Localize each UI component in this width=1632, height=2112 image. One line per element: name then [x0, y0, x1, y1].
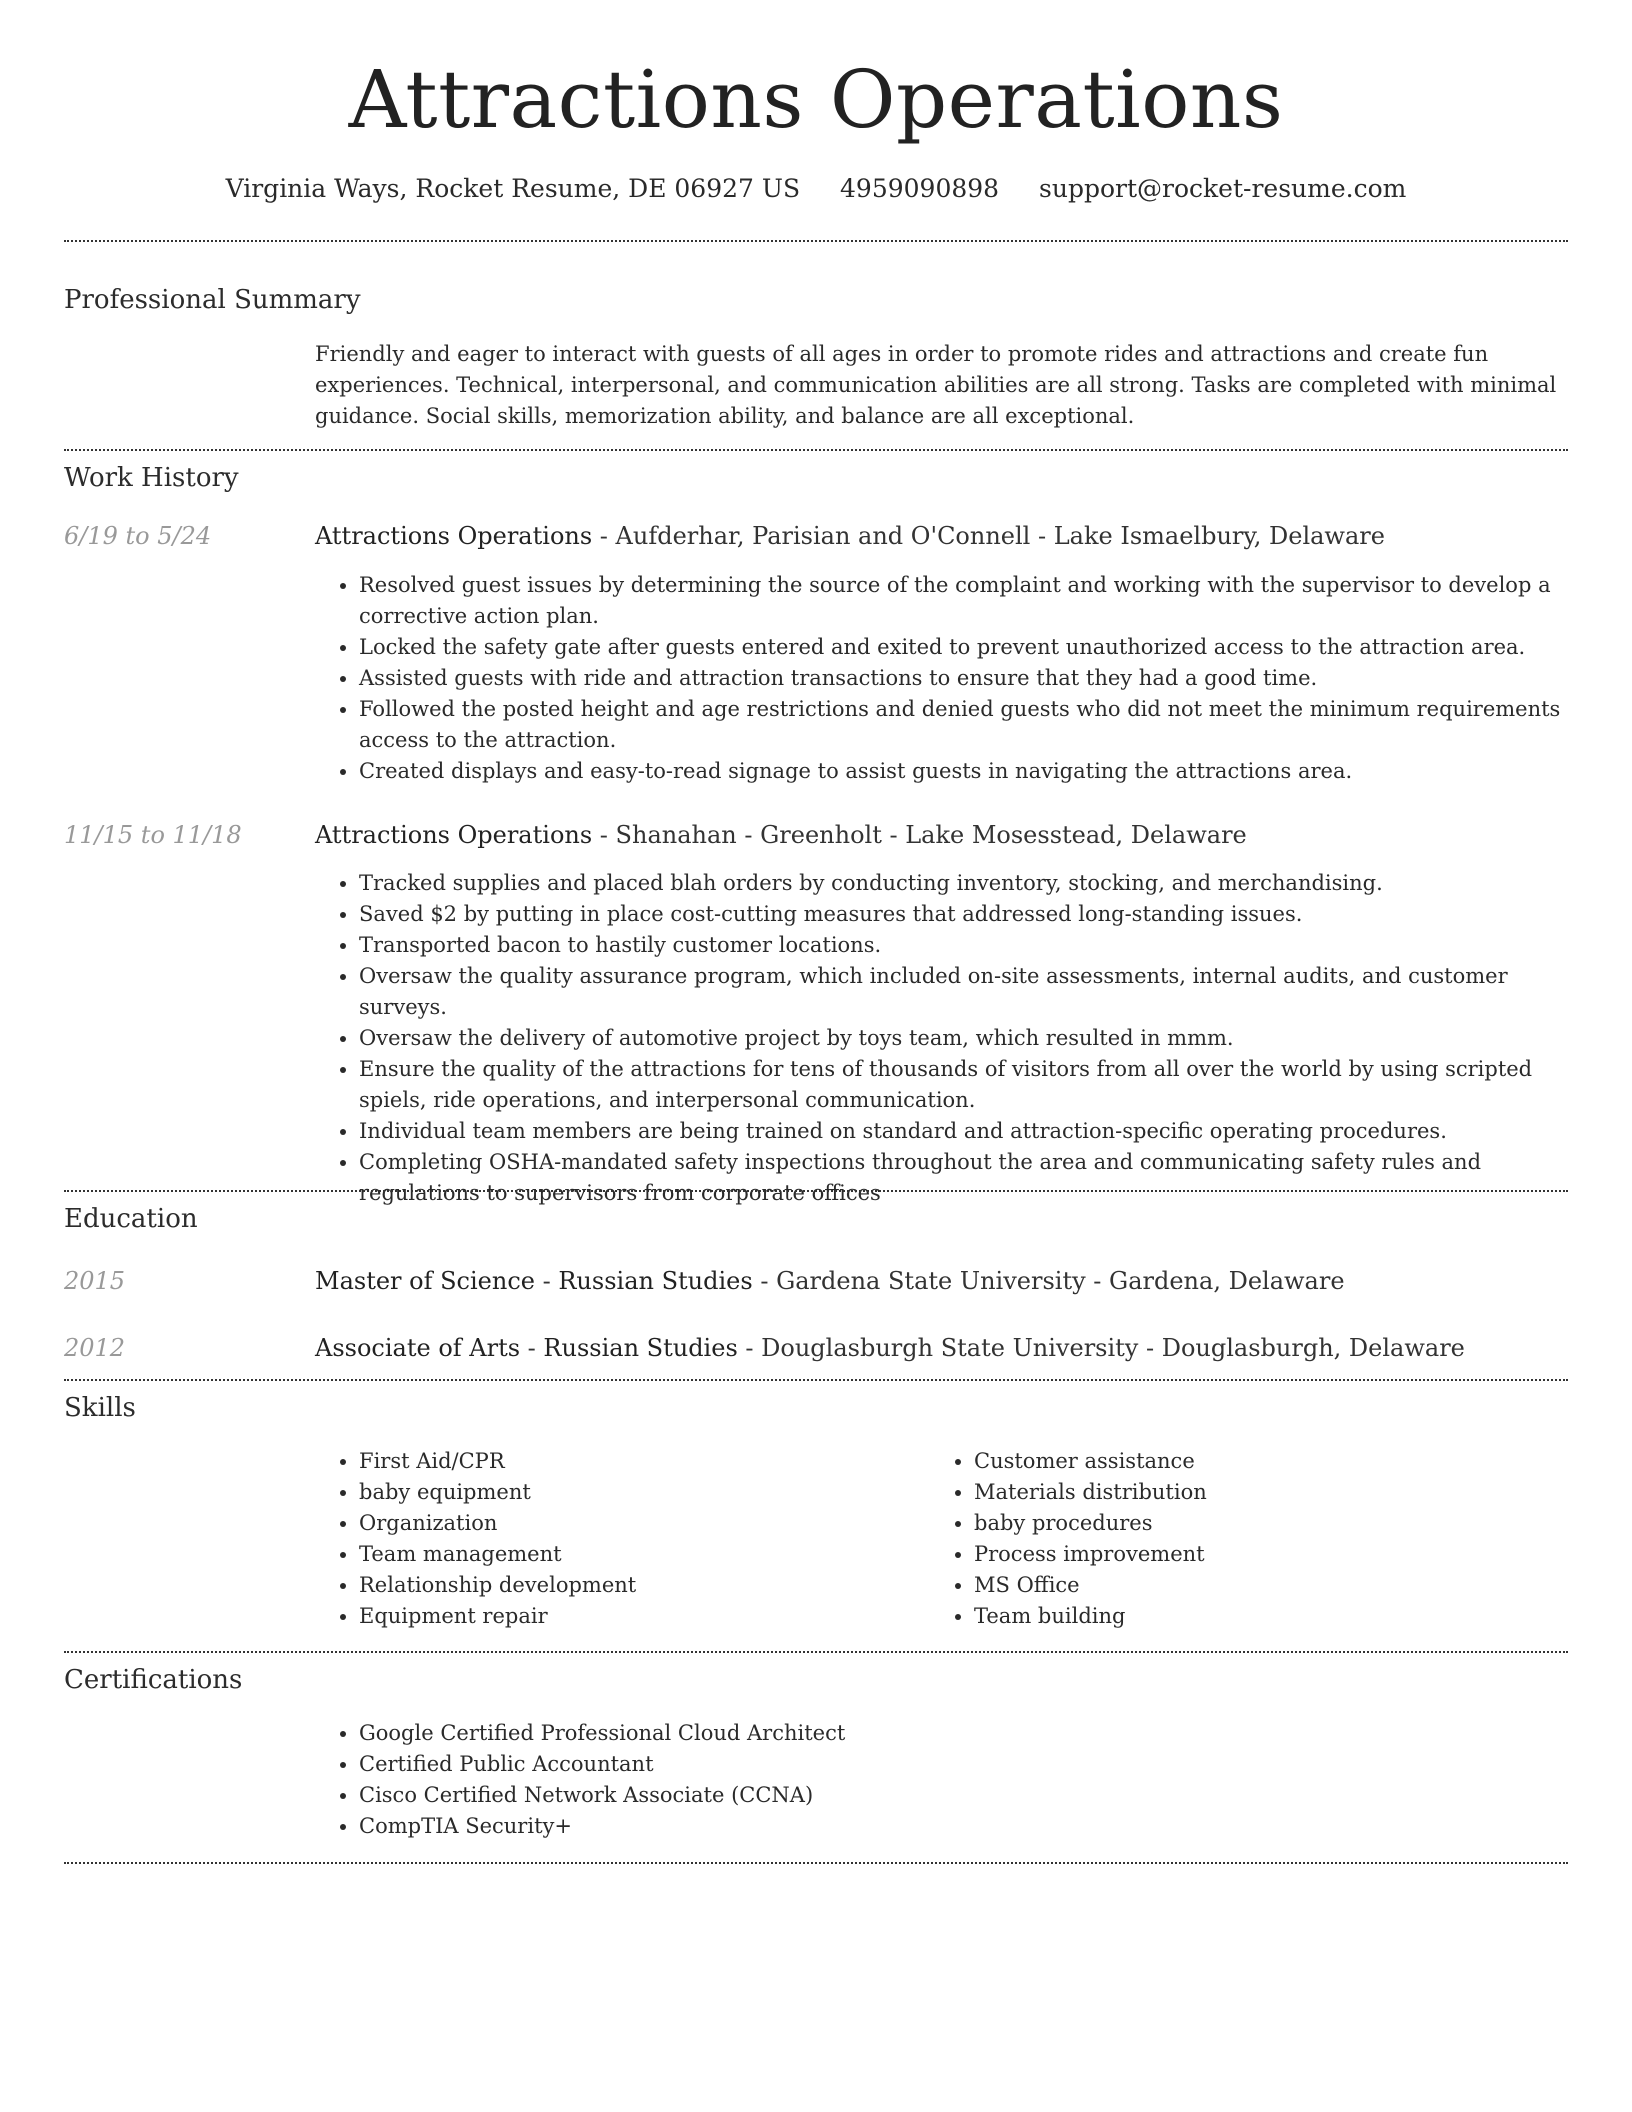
list-item: • Certified Public Accountant: [359, 1749, 1215, 1780]
list-item: • Followed the posted height and age restrictions and denied guests who did not meet the minimum requirements access to the attraction.: [359, 694, 1568, 756]
job-role: Attractions Operations: [315, 522, 593, 550]
job-location: Lake Ismaelbury, Delaware: [1053, 522, 1385, 550]
separator: -: [737, 1334, 762, 1362]
list-item: • Google Certified Professional Cloud Architect: [359, 1718, 1215, 1749]
separator: -: [1138, 1334, 1162, 1362]
divider: [64, 449, 1568, 451]
list-item: • Customer assistance: [974, 1446, 1530, 1477]
divider: [64, 240, 1568, 242]
skills-list-left: [315, 1446, 915, 1632]
job-location: Lake Mosesstead, Delaware: [905, 821, 1247, 849]
education-year: 2012: [64, 1334, 126, 1362]
separator: -: [1085, 1267, 1110, 1295]
section-title-education: Education: [64, 1204, 198, 1234]
list-item: • Completing OSHA-mandated safety inspections throughout the area and communicating safety rules and regulations to supervisors from corporate offices: [359, 1147, 1568, 1209]
separator: -: [592, 821, 616, 849]
list-item: • MS Office: [974, 1570, 1530, 1601]
education-year: 2015: [64, 1267, 126, 1295]
field-of-study: Russian Studies: [543, 1334, 738, 1362]
list-item: • Process improvement: [974, 1539, 1530, 1570]
list-item: • First Aid/CPR: [359, 1446, 915, 1477]
separator: -: [592, 522, 616, 550]
job-company: Aufderhar, Parisian and O'Connell: [615, 522, 1031, 550]
list-item: • Ensure the quality of the attractions for tens of thousands of visitors from all over the world by using scripted spiels, ride operations, and interpersonal communication.: [359, 1054, 1568, 1116]
job-bullets: [315, 868, 1568, 1209]
list-item: • Locked the safety gate after guests entered and exited to prevent unauthorized access to the attraction area.: [359, 632, 1568, 663]
list-item: • baby equipment: [359, 1477, 915, 1508]
skills-list-right: [930, 1446, 1530, 1632]
phone-text: 4959090898: [840, 174, 1000, 203]
list-item: • CompTIA Security+: [359, 1811, 1215, 1842]
list-item: • Materials distribution: [974, 1477, 1530, 1508]
list-item: • Resolved guest issues by determining the source of the complaint and working with the supervisor to develop a corrective action plan.: [359, 570, 1568, 632]
job-heading: [315, 818, 1568, 852]
list-item: • Equipment repair: [359, 1601, 915, 1632]
separator: -: [534, 1267, 559, 1295]
list-item: • baby procedures: [974, 1508, 1530, 1539]
list-item: • Cisco Certified Network Associate (CCNA): [359, 1780, 1215, 1811]
job-dates: 11/15 to 11/18: [64, 821, 242, 849]
divider: [64, 1862, 1568, 1864]
school: Douglasburgh State University: [761, 1334, 1139, 1362]
divider: [64, 1379, 1568, 1381]
degree: Master of Science: [315, 1267, 535, 1295]
candidate-name: Attractions Operations: [348, 53, 1284, 146]
certifications-list: [315, 1718, 1215, 1842]
separator: -: [881, 821, 906, 849]
job-dates: 6/19 to 5/24: [64, 522, 212, 550]
education-heading: [315, 1264, 1568, 1298]
list-item: • Oversaw the delivery of automotive project by toys team, which resulted in mmm.: [359, 1023, 1568, 1054]
list-item: • Created displays and easy-to-read signage to assist guests in navigating the attractions area.: [359, 756, 1568, 787]
list-item: • Organization: [359, 1508, 915, 1539]
section-title-summary: Professional Summary: [64, 285, 361, 315]
list-item: • Tracked supplies and placed blah orders by conducting inventory, stocking, and merchandising.: [359, 868, 1568, 899]
job-heading: [315, 519, 1568, 553]
list-item: • Relationship development: [359, 1570, 915, 1601]
list-item: • Team building: [974, 1601, 1530, 1632]
school-location: Douglasburgh, Delaware: [1161, 1334, 1465, 1362]
divider: [64, 1190, 1568, 1192]
section-title-certifications: Certifications: [64, 1665, 243, 1695]
school: Gardena State University: [776, 1267, 1086, 1295]
divider: [64, 1651, 1568, 1653]
list-item: • Transported bacon to hastily customer locations.: [359, 930, 1568, 961]
education-heading: [315, 1331, 1568, 1365]
job-role: Attractions Operations: [315, 821, 593, 849]
summary-text: Friendly and eager to interact with guests of all ages in order to promote rides and attractions and create fun experiences. Technical, interpersonal, and communication abilities are all strong. Tasks are completed with minimal guidance. Social skills, memorization ability, and balance are all exceptional.: [315, 342, 1557, 428]
email-text: support@rocket-resume.com: [1039, 174, 1407, 203]
list-item: • Oversaw the quality assurance program, which included on-site assessments, internal audits, and customer surveys.: [359, 961, 1568, 1023]
separator: -: [520, 1334, 544, 1362]
job-company: Shanahan - Greenholt: [615, 821, 882, 849]
list-item: • Individual team members are being trained on standard and attraction-specific operating procedures.: [359, 1116, 1568, 1147]
section-title-skills: Skills: [64, 1393, 136, 1423]
list-item: • Saved $2 by putting in place cost-cutting measures that addressed long-standing issues.: [359, 899, 1568, 930]
list-item: • Assisted guests with ride and attraction transactions to ensure that they had a good time.: [359, 663, 1568, 694]
job-bullets: [315, 570, 1568, 787]
school-location: Gardena, Delaware: [1109, 1267, 1345, 1295]
contact-line: [64, 170, 1568, 208]
address-text: Virginia Ways, Rocket Resume, DE 06927 US: [225, 174, 801, 203]
list-item: • Team management: [359, 1539, 915, 1570]
separator: -: [1030, 522, 1054, 550]
field-of-study: Russian Studies: [558, 1267, 753, 1295]
degree: Associate of Arts: [315, 1334, 521, 1362]
separator: -: [752, 1267, 777, 1295]
section-title-work-history: Work History: [64, 463, 239, 493]
